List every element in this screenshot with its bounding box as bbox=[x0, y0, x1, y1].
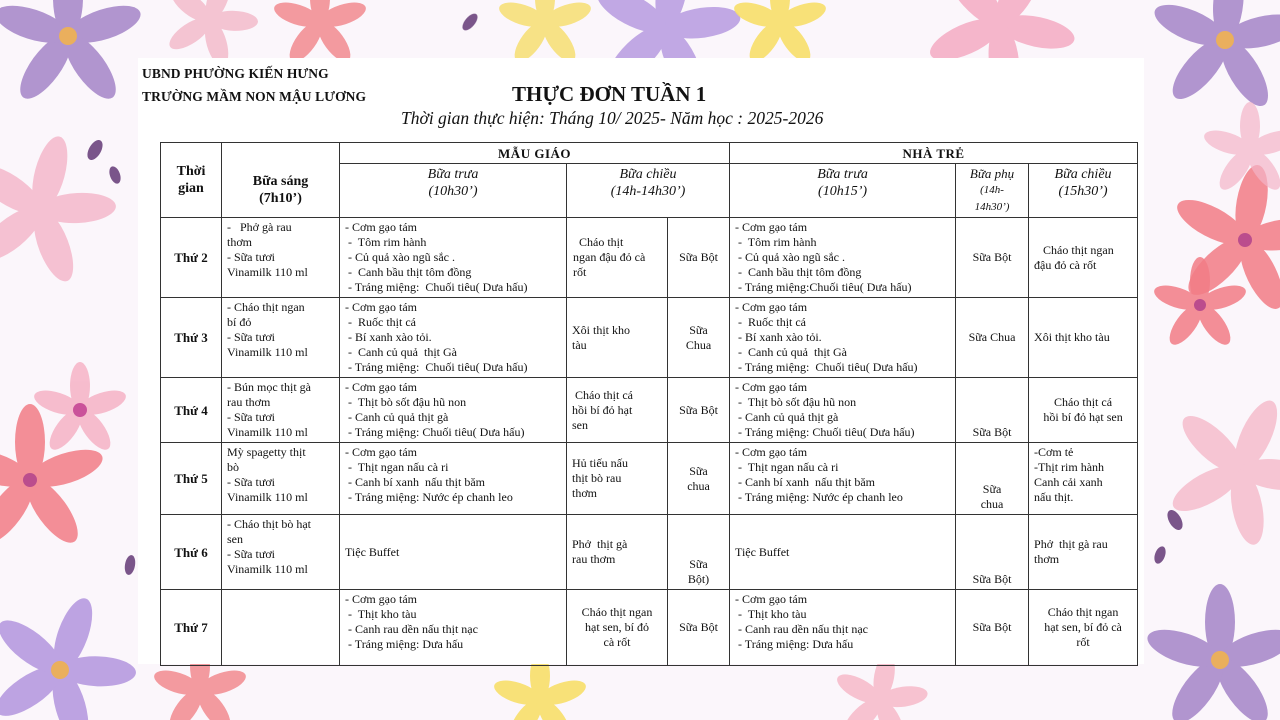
cell-line: - Tôm rim hành bbox=[735, 235, 817, 249]
menu-table bbox=[160, 142, 1138, 666]
menu-row bbox=[161, 590, 1138, 666]
cell-breakfast bbox=[222, 443, 340, 515]
cell-mg-afternoon bbox=[567, 298, 668, 378]
cell-line: - Cơm gạo tám bbox=[345, 220, 417, 234]
cell-line: - Cơm gạo tám bbox=[735, 220, 808, 234]
school-name: TRƯỜNG MẦM NON MẬU LƯƠNG bbox=[142, 89, 367, 104]
cell-mg-afternoon bbox=[567, 590, 668, 666]
cell-line: - Sữa tươi bbox=[227, 250, 276, 264]
cell-line: Vinamilk 110 ml bbox=[227, 562, 308, 576]
cell-line: - Tráng miệng: Chuối tiêu( Dưa hấu) bbox=[345, 425, 525, 439]
cell-nt-afternoon bbox=[1029, 590, 1138, 666]
cell-nt-lunch bbox=[730, 590, 956, 666]
cell-line: Sữa bbox=[689, 463, 708, 478]
cell-line: hồi bí đỏ hạt bbox=[572, 402, 633, 417]
cell-mg-afternoon bbox=[567, 378, 668, 443]
cell-nt-afternoon bbox=[1029, 298, 1138, 378]
cell-line: Tiệc Buffet bbox=[735, 544, 790, 559]
cell-line: - Củ quả xào ngũ sắc . bbox=[345, 250, 455, 264]
cell-mg-afternoon bbox=[567, 443, 668, 515]
cell-line: - Tráng miệng: Dưa hấu bbox=[345, 637, 464, 651]
cell-nt-afternoon bbox=[1029, 218, 1138, 298]
cell-line: - Thịt bò sốt đậu hũ non bbox=[735, 395, 857, 409]
cell-mg-lunch bbox=[340, 378, 567, 443]
cell-line: - Tôm rim hành bbox=[345, 235, 427, 249]
cell-line: -Cơm tẻ bbox=[1034, 445, 1074, 459]
cell-line: Vinamilk 110 ml bbox=[227, 265, 308, 279]
cell-day: Thứ 6 bbox=[161, 515, 222, 590]
header-nt-afternoon: Bữa chiều (15h30’) bbox=[1029, 164, 1138, 218]
cell-line: Sữa Bột bbox=[972, 425, 1012, 439]
cell-breakfast bbox=[222, 298, 340, 378]
cell-line: Cháo thịt cá bbox=[1054, 395, 1113, 409]
cell-line: -Thịt rim hành bbox=[1034, 460, 1105, 474]
cell-line: - Canh bầu thịt tôm đồng bbox=[735, 265, 862, 279]
menu-row bbox=[161, 443, 1138, 515]
cell-nt-afternoon bbox=[1029, 378, 1138, 443]
cell-nt-afternoon bbox=[1029, 443, 1138, 515]
menu-row bbox=[161, 218, 1138, 298]
menu-row bbox=[161, 378, 1138, 443]
cell-line: Cháo thịt ngan bbox=[1034, 242, 1114, 257]
cell-nt-snack bbox=[956, 298, 1029, 378]
cell-line: Vinamilk 110 ml bbox=[227, 490, 308, 504]
cell-line: - Cơm gạo tám bbox=[345, 300, 417, 314]
cell-nt-lunch bbox=[730, 218, 956, 298]
cell-nt-snack bbox=[956, 378, 1029, 443]
header-group-mau-giao: MẪU GIÁO bbox=[340, 143, 730, 164]
cell-line: Bột) bbox=[687, 572, 710, 586]
menu-row bbox=[161, 298, 1138, 378]
cell-nt-snack bbox=[956, 590, 1029, 666]
cell-mg-afternoon bbox=[567, 515, 668, 590]
school-org: UBND PHƯỜNG KIẾN HƯNG bbox=[142, 66, 329, 81]
cell-line: tàu bbox=[572, 337, 587, 352]
cell-line: Cháo thịt bbox=[573, 235, 624, 249]
cell-line: - Thịt ngan nấu cà ri bbox=[735, 460, 839, 474]
header-breakfast-spacer bbox=[222, 143, 340, 164]
cell-line: thơm bbox=[572, 486, 598, 500]
header-nt-lunch: Bữa trưa (10h15’) bbox=[730, 164, 956, 218]
cell-nt-afternoon bbox=[1029, 515, 1138, 590]
cell-line: rau thơm bbox=[572, 552, 616, 566]
cell-line: - Bí xanh xào tỏi. bbox=[735, 330, 822, 344]
cell-line: - Tráng miệng:Chuối tiêu( Dưa hấu) bbox=[735, 280, 912, 294]
cell-mg-afternoon-milk bbox=[668, 515, 730, 590]
cell-line: - Cơm gạo tám bbox=[345, 445, 417, 459]
cell-line: - Bún mọc thịt gà bbox=[227, 380, 311, 394]
cell-mg-afternoon-milk bbox=[668, 443, 730, 515]
cell-line: Cháo thịt ngan bbox=[581, 605, 653, 619]
header-nt-snack: Bữa phụ (14h- 14h30’) bbox=[956, 164, 1029, 218]
cell-line: sen bbox=[227, 532, 243, 546]
cell-line: - Tráng miệng: Chuối tiêu( Dưa hấu) bbox=[345, 360, 528, 374]
cell-line: - Thịt kho tàu bbox=[735, 607, 807, 621]
cell-line: chua bbox=[980, 497, 1004, 511]
cell-line: Sữa Bột bbox=[679, 250, 718, 264]
cell-breakfast bbox=[222, 218, 340, 298]
cell-line: đậu đỏ cà rốt bbox=[1034, 257, 1097, 272]
cell-line: - Sữa tươi bbox=[227, 410, 276, 424]
header-mg-lunch: Bữa trưa (10h30’) bbox=[340, 164, 567, 218]
cell-line: Xôi thịt kho bbox=[572, 322, 631, 337]
cell-line: - Canh bí xanh nấu thịt băm bbox=[735, 475, 876, 489]
header-group-nha-tre: NHÀ TRẺ bbox=[730, 143, 1138, 164]
cell-line: rốt bbox=[1076, 635, 1090, 649]
cell-line: - Cơm gạo tám bbox=[735, 592, 808, 606]
cell-line: - Canh củ quả thịt Gà bbox=[345, 345, 457, 359]
cell-line: - Canh bí xanh nấu thịt băm bbox=[345, 475, 485, 489]
cell-day: Thứ 2 bbox=[161, 218, 222, 298]
cell-line: Canh cải xanh bbox=[1034, 475, 1103, 489]
cell-line: Xôi thịt kho tàu bbox=[1034, 330, 1110, 344]
cell-line: Sữa Bột bbox=[679, 402, 718, 417]
cell-line: cà rốt bbox=[603, 635, 631, 649]
cell-line: Phở thịt gà rau bbox=[1034, 537, 1108, 551]
cell-line: - Tráng miệng: Dưa hấu bbox=[735, 637, 854, 651]
cell-line: - Cơm gạo tám bbox=[735, 445, 808, 459]
cell-line: - Canh rau dền nấu thịt nạc bbox=[345, 622, 478, 636]
cell-line: - Bí xanh xào tỏi. bbox=[345, 330, 432, 344]
cell-line: - Tráng miệng: Nước ép chanh leo bbox=[345, 490, 513, 504]
cell-line: - Cháo thịt ngan bbox=[227, 300, 305, 314]
cell-mg-afternoon-milk bbox=[668, 218, 730, 298]
cell-line: Phở thịt gà bbox=[572, 537, 628, 551]
cell-line: - Ruốc thịt cá bbox=[735, 315, 807, 329]
cell-line: Vinamilk 110 ml bbox=[227, 345, 308, 359]
cell-line: - Củ quả xào ngũ sắc . bbox=[735, 250, 846, 264]
cell-line: Sữa bbox=[689, 322, 708, 337]
menu-subtitle: Thời gian thực hiện: Tháng 10/ 2025- Năm học : 2025-2026 bbox=[401, 108, 824, 128]
cell-line: Tiệc Buffet bbox=[345, 544, 400, 559]
cell-line: - Cơm gạo tám bbox=[735, 300, 808, 314]
cell-line: Hủ tiếu nấu bbox=[572, 456, 628, 470]
cell-day: Thứ 5 bbox=[161, 443, 222, 515]
cell-line: thịt bò rau bbox=[572, 471, 622, 485]
cell-line: Sữa bbox=[689, 557, 708, 571]
cell-line: - Cháo thịt bò hạt bbox=[227, 517, 311, 531]
cell-line: Cháo thịt ngan bbox=[1047, 605, 1119, 619]
cell-line: Sữa Bột bbox=[972, 620, 1012, 634]
cell-mg-afternoon bbox=[567, 218, 668, 298]
cell-line: hồi bí đỏ hạt sen bbox=[1043, 410, 1123, 424]
cell-mg-lunch bbox=[340, 218, 567, 298]
cell-line: sen bbox=[572, 417, 588, 432]
cell-line: chua bbox=[687, 478, 710, 493]
cell-line: - Ruốc thịt cá bbox=[345, 315, 416, 329]
cell-mg-lunch bbox=[340, 590, 567, 666]
cell-line: - Canh củ quả thịt gà bbox=[345, 410, 449, 424]
cell-day: Thứ 7 bbox=[161, 590, 222, 666]
cell-line: - Thịt kho tàu bbox=[345, 607, 417, 621]
cell-nt-lunch bbox=[730, 378, 956, 443]
cell-line: thơm bbox=[227, 235, 253, 249]
cell-line: - Canh bầu thịt tôm đồng bbox=[345, 265, 472, 279]
menu-title: THỰC ĐƠN TUẦN 1 bbox=[512, 82, 707, 106]
cell-line: - Tráng miệng: Chuối tiêu( Dưa hấu) bbox=[735, 425, 915, 439]
cell-line: nấu thịt. bbox=[1034, 490, 1074, 504]
cell-line: bò bbox=[227, 460, 239, 474]
cell-line: Cháo thịt cá bbox=[572, 387, 633, 402]
cell-line: - Sữa tươi bbox=[227, 547, 276, 561]
cell-line: Sữa Chua bbox=[968, 330, 1016, 344]
cell-mg-afternoon-milk bbox=[668, 298, 730, 378]
cell-line: Chua bbox=[685, 337, 712, 352]
cell-line: Mỳ spagetty thịt bbox=[227, 445, 306, 459]
cell-mg-lunch bbox=[340, 443, 567, 515]
cell-line: Vinamilk 110 ml bbox=[227, 425, 308, 439]
cell-line: - Cơm gạo tám bbox=[345, 380, 417, 394]
cell-line: - Tráng miệng: Chuối tiêu( Dưa hấu) bbox=[735, 360, 918, 374]
cell-nt-lunch bbox=[730, 443, 956, 515]
cell-line: - Sữa tươi bbox=[227, 330, 276, 344]
cell-line: - Canh củ quả thịt Gà bbox=[735, 345, 848, 359]
cell-mg-lunch bbox=[340, 298, 567, 378]
header-mg-afternoon: Bữa chiều (14h-14h30’) bbox=[567, 164, 730, 218]
cell-mg-afternoon-milk bbox=[668, 590, 730, 666]
cell-mg-lunch bbox=[340, 515, 567, 590]
cell-line: - Thịt bò sốt đậu hũ non bbox=[345, 395, 467, 409]
cell-breakfast bbox=[222, 590, 340, 666]
cell-nt-lunch bbox=[730, 298, 956, 378]
menu-row bbox=[161, 515, 1138, 590]
cell-nt-snack bbox=[956, 443, 1029, 515]
cell-line: bí đỏ bbox=[227, 315, 252, 329]
cell-line: rau thơm bbox=[227, 395, 271, 409]
cell-line: Sữa Bột bbox=[972, 572, 1012, 586]
cell-line: - Canh củ quả thịt gà bbox=[735, 410, 839, 424]
cell-line: hạt sen, bí đỏ cà bbox=[1044, 620, 1122, 634]
cell-line: - Tráng miệng: Chuối tiêu( Dưa hấu) bbox=[345, 280, 528, 294]
cell-line: ngan đậu đỏ cà bbox=[573, 250, 646, 264]
cell-day: Thứ 4 bbox=[161, 378, 222, 443]
cell-line: - Phở gà rau bbox=[227, 220, 292, 234]
cell-line: rốt bbox=[573, 265, 587, 279]
cell-breakfast bbox=[222, 515, 340, 590]
cell-line: - Canh rau dền nấu thịt nạc bbox=[735, 622, 868, 636]
cell-line: - Sữa tươi bbox=[227, 475, 276, 489]
cell-line: - Cơm gạo tám bbox=[345, 592, 417, 606]
cell-line: hạt sen, bí đỏ bbox=[585, 620, 649, 634]
cell-mg-afternoon-milk bbox=[668, 378, 730, 443]
cell-line: - Cơm gạo tám bbox=[735, 380, 808, 394]
header-breakfast: Bữa sáng (7h10’) bbox=[222, 164, 340, 218]
cell-line: thơm bbox=[1034, 552, 1060, 566]
cell-nt-lunch bbox=[730, 515, 956, 590]
header-time: Thời gian bbox=[161, 143, 222, 218]
cell-day: Thứ 3 bbox=[161, 298, 222, 378]
cell-line: - Thịt ngan nấu cà ri bbox=[345, 460, 449, 474]
cell-breakfast bbox=[222, 378, 340, 443]
cell-nt-snack bbox=[956, 515, 1029, 590]
cell-line: Sữa bbox=[982, 482, 1002, 496]
cell-line: Sữa Bột bbox=[972, 250, 1012, 264]
cell-line: Sữa Bột bbox=[679, 620, 718, 634]
cell-line: - Tráng miệng: Nước ép chanh leo bbox=[735, 490, 903, 504]
cell-nt-snack bbox=[956, 218, 1029, 298]
